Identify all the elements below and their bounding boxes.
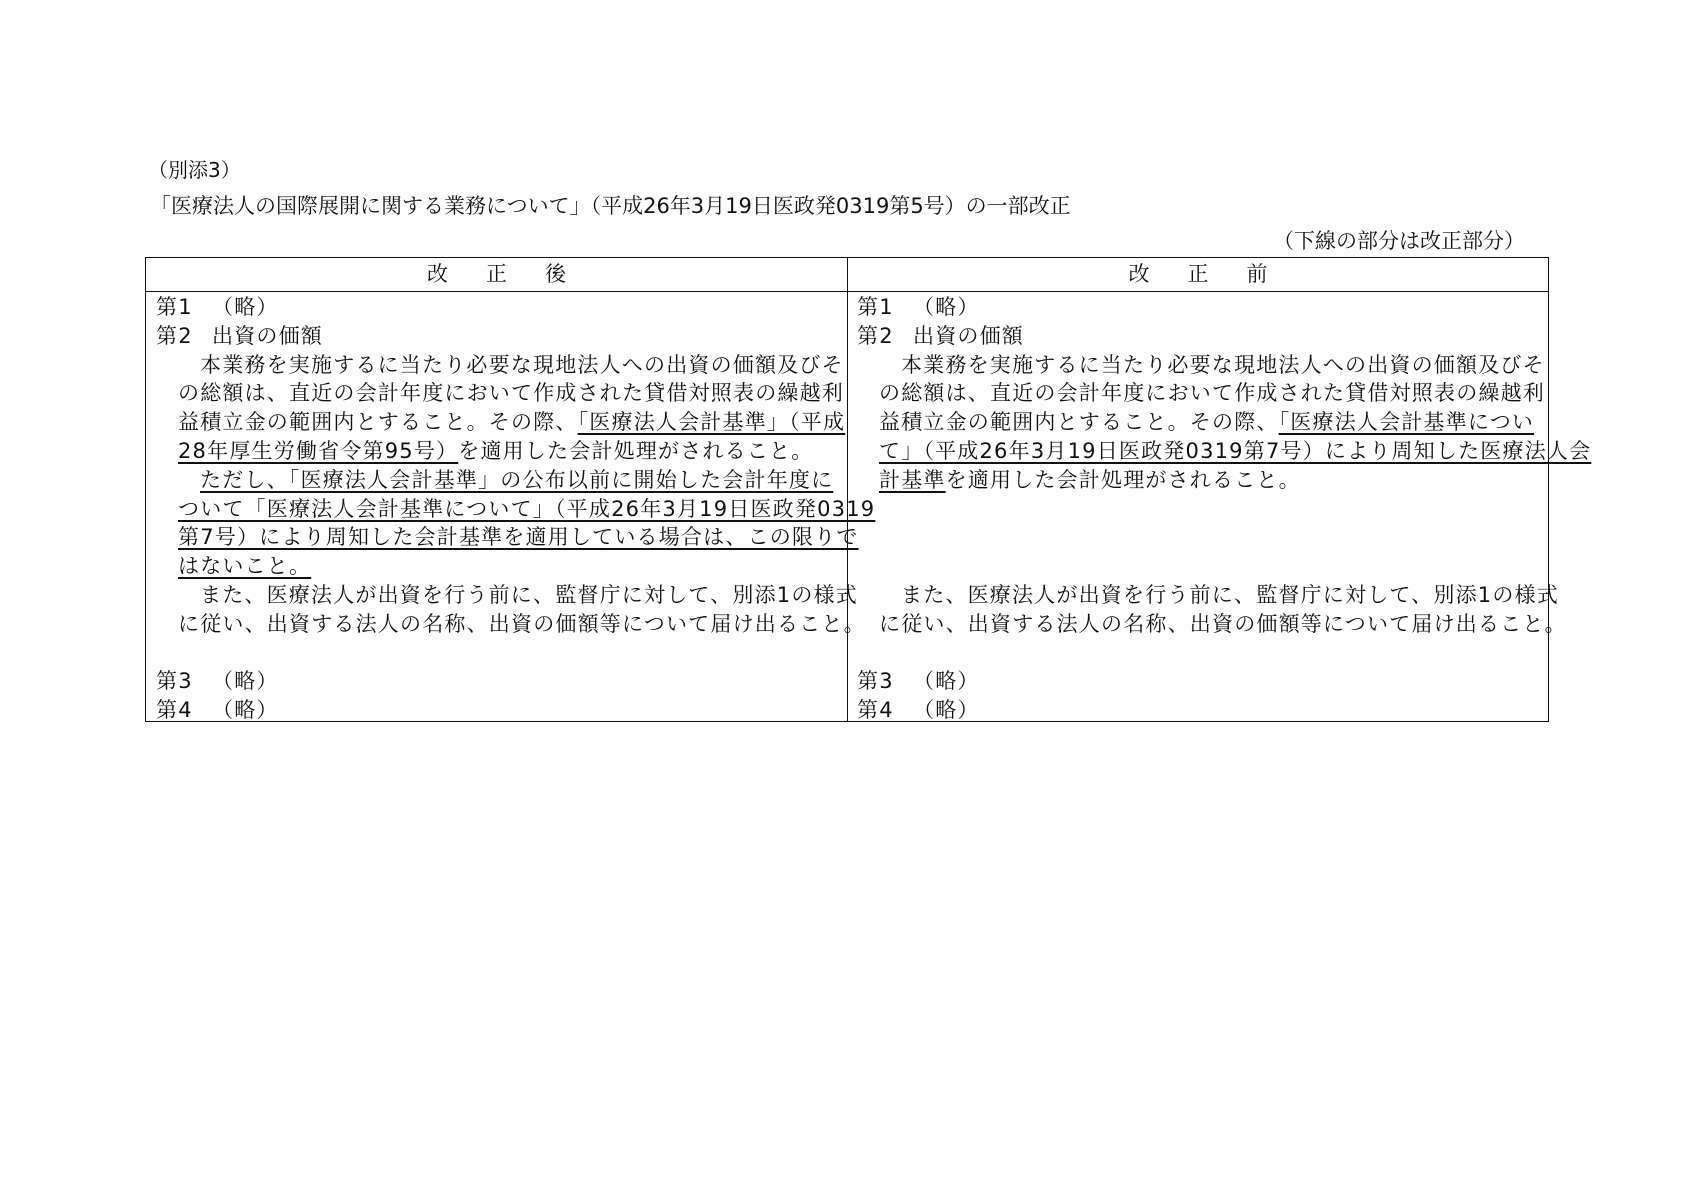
- document-title: 「医療法人の国際展開に関する業務について」（平成26年3月19日医政発0319第5号）の一部改正: [150, 194, 1071, 218]
- text-segment: を適用した会計処理がされること。: [945, 467, 1301, 492]
- section-text: （略）: [212, 698, 279, 723]
- section-2: [156, 322, 836, 351]
- section-number: 第2: [857, 323, 894, 348]
- amended-text: ただし、「医療法人会計基準」の公布以前に開始した会計年度に: [200, 467, 834, 492]
- section-text: （略）: [212, 669, 279, 694]
- text-segment: を適用した会計処理がされること。: [458, 438, 814, 463]
- section-2-body: [156, 351, 876, 668]
- amended-text: 28年厚生労働省令第95号）: [178, 438, 459, 463]
- text-segment: に従い、出資する法人の名称、出資の価額等について届け出ること。: [178, 611, 866, 636]
- section-4: [857, 696, 1537, 725]
- text-line: [156, 523, 859, 552]
- amended-text: て」（平成26年3月19日医政発0319第7号）により周知した医療法人会: [879, 438, 1592, 463]
- section-heading: 出資の価額: [913, 323, 1024, 348]
- text-line: [857, 466, 1537, 495]
- amended-text: はないこと。: [178, 554, 312, 579]
- text-segment: 本業務を実施するに当たり必要な現地法人への出資の価額及びそ: [200, 352, 844, 377]
- text-line: [857, 552, 1537, 581]
- text-segment: また、医療法人が出資を行う前に、監督庁に対して、別添1の様式: [200, 582, 858, 607]
- section-heading: 出資の価額: [212, 323, 323, 348]
- amended-text: 「医療法人会計基準につい: [1278, 410, 1535, 435]
- column-after: [156, 293, 876, 725]
- section-text: （略）: [913, 698, 980, 723]
- column-header-after: 改正後: [427, 262, 604, 286]
- section-3: [857, 667, 1537, 696]
- column-divider: [847, 258, 848, 721]
- text-line: [857, 495, 1537, 524]
- section-2: [857, 322, 1537, 351]
- text-line: [156, 466, 836, 495]
- text-line: [156, 581, 858, 610]
- text-segment: また、医療法人が出資を行う前に、監督庁に対して、別添1の様式: [901, 582, 1559, 607]
- text-line: [156, 639, 836, 668]
- section-text: （略）: [212, 295, 279, 319]
- section-3: [156, 667, 836, 696]
- amended-text: 「医療法人会計基準」（平成: [577, 410, 846, 435]
- text-segment: 益積立金の範囲内とすること。その際、: [879, 410, 1279, 435]
- amended-text: 計基準: [879, 467, 946, 492]
- section-2-body: [857, 351, 1592, 668]
- section-number: 第1: [857, 295, 894, 319]
- text-segment: 本業務を実施するに当たり必要な現地法人への出資の価額及びそ: [901, 352, 1545, 377]
- column-header-before: 改正前: [1128, 262, 1306, 286]
- text-segment: に従い、出資する法人の名称、出資の価額等について届け出ること。: [879, 611, 1567, 636]
- text-line: [857, 610, 1567, 639]
- section-number: 第4: [857, 698, 894, 723]
- text-segment: の総額は、直近の会計年度において作成された貸借対照表の繰越利: [178, 381, 844, 406]
- column-before: [857, 293, 1592, 725]
- text-segment: 益積立金の範囲内とすること。その際、: [178, 410, 578, 435]
- text-line: [857, 639, 1537, 668]
- text-line: [156, 610, 866, 639]
- comparison-table: [145, 257, 1592, 723]
- text-line: [156, 495, 876, 524]
- text-line: [857, 408, 1537, 437]
- text-line: [156, 351, 844, 380]
- header-divider: [146, 291, 1548, 292]
- section-number: 第3: [156, 669, 193, 694]
- section-text: （略）: [913, 669, 980, 694]
- amended-text: 第7号）により周知した会計基準を適用している場合は、この限りで: [178, 525, 859, 550]
- text-line: [156, 552, 836, 581]
- text-line: [857, 379, 1545, 408]
- section-text: （略）: [913, 295, 980, 319]
- text-line: [857, 523, 1537, 552]
- section-1: [156, 293, 836, 322]
- underline-note: （下線の部分は改正部分）: [1273, 229, 1525, 253]
- section-number: 第4: [156, 698, 193, 723]
- text-line: [156, 437, 836, 466]
- text-line: [857, 581, 1559, 610]
- section-number: 第1: [156, 295, 193, 319]
- amended-text: ついて「医療法人会計基準について」（平成26年3月19日医政発0319: [178, 496, 876, 521]
- text-segment: の総額は、直近の会計年度において作成された貸借対照表の繰越利: [879, 381, 1545, 406]
- text-line: [857, 437, 1592, 466]
- text-line: [156, 408, 846, 437]
- text-line: [156, 379, 844, 408]
- section-4: [156, 696, 836, 725]
- section-number: 第2: [156, 323, 193, 348]
- section-1: [857, 293, 1537, 322]
- section-number: 第3: [857, 669, 894, 694]
- text-line: [857, 351, 1545, 380]
- attachment-label: （別添3）: [148, 158, 241, 182]
